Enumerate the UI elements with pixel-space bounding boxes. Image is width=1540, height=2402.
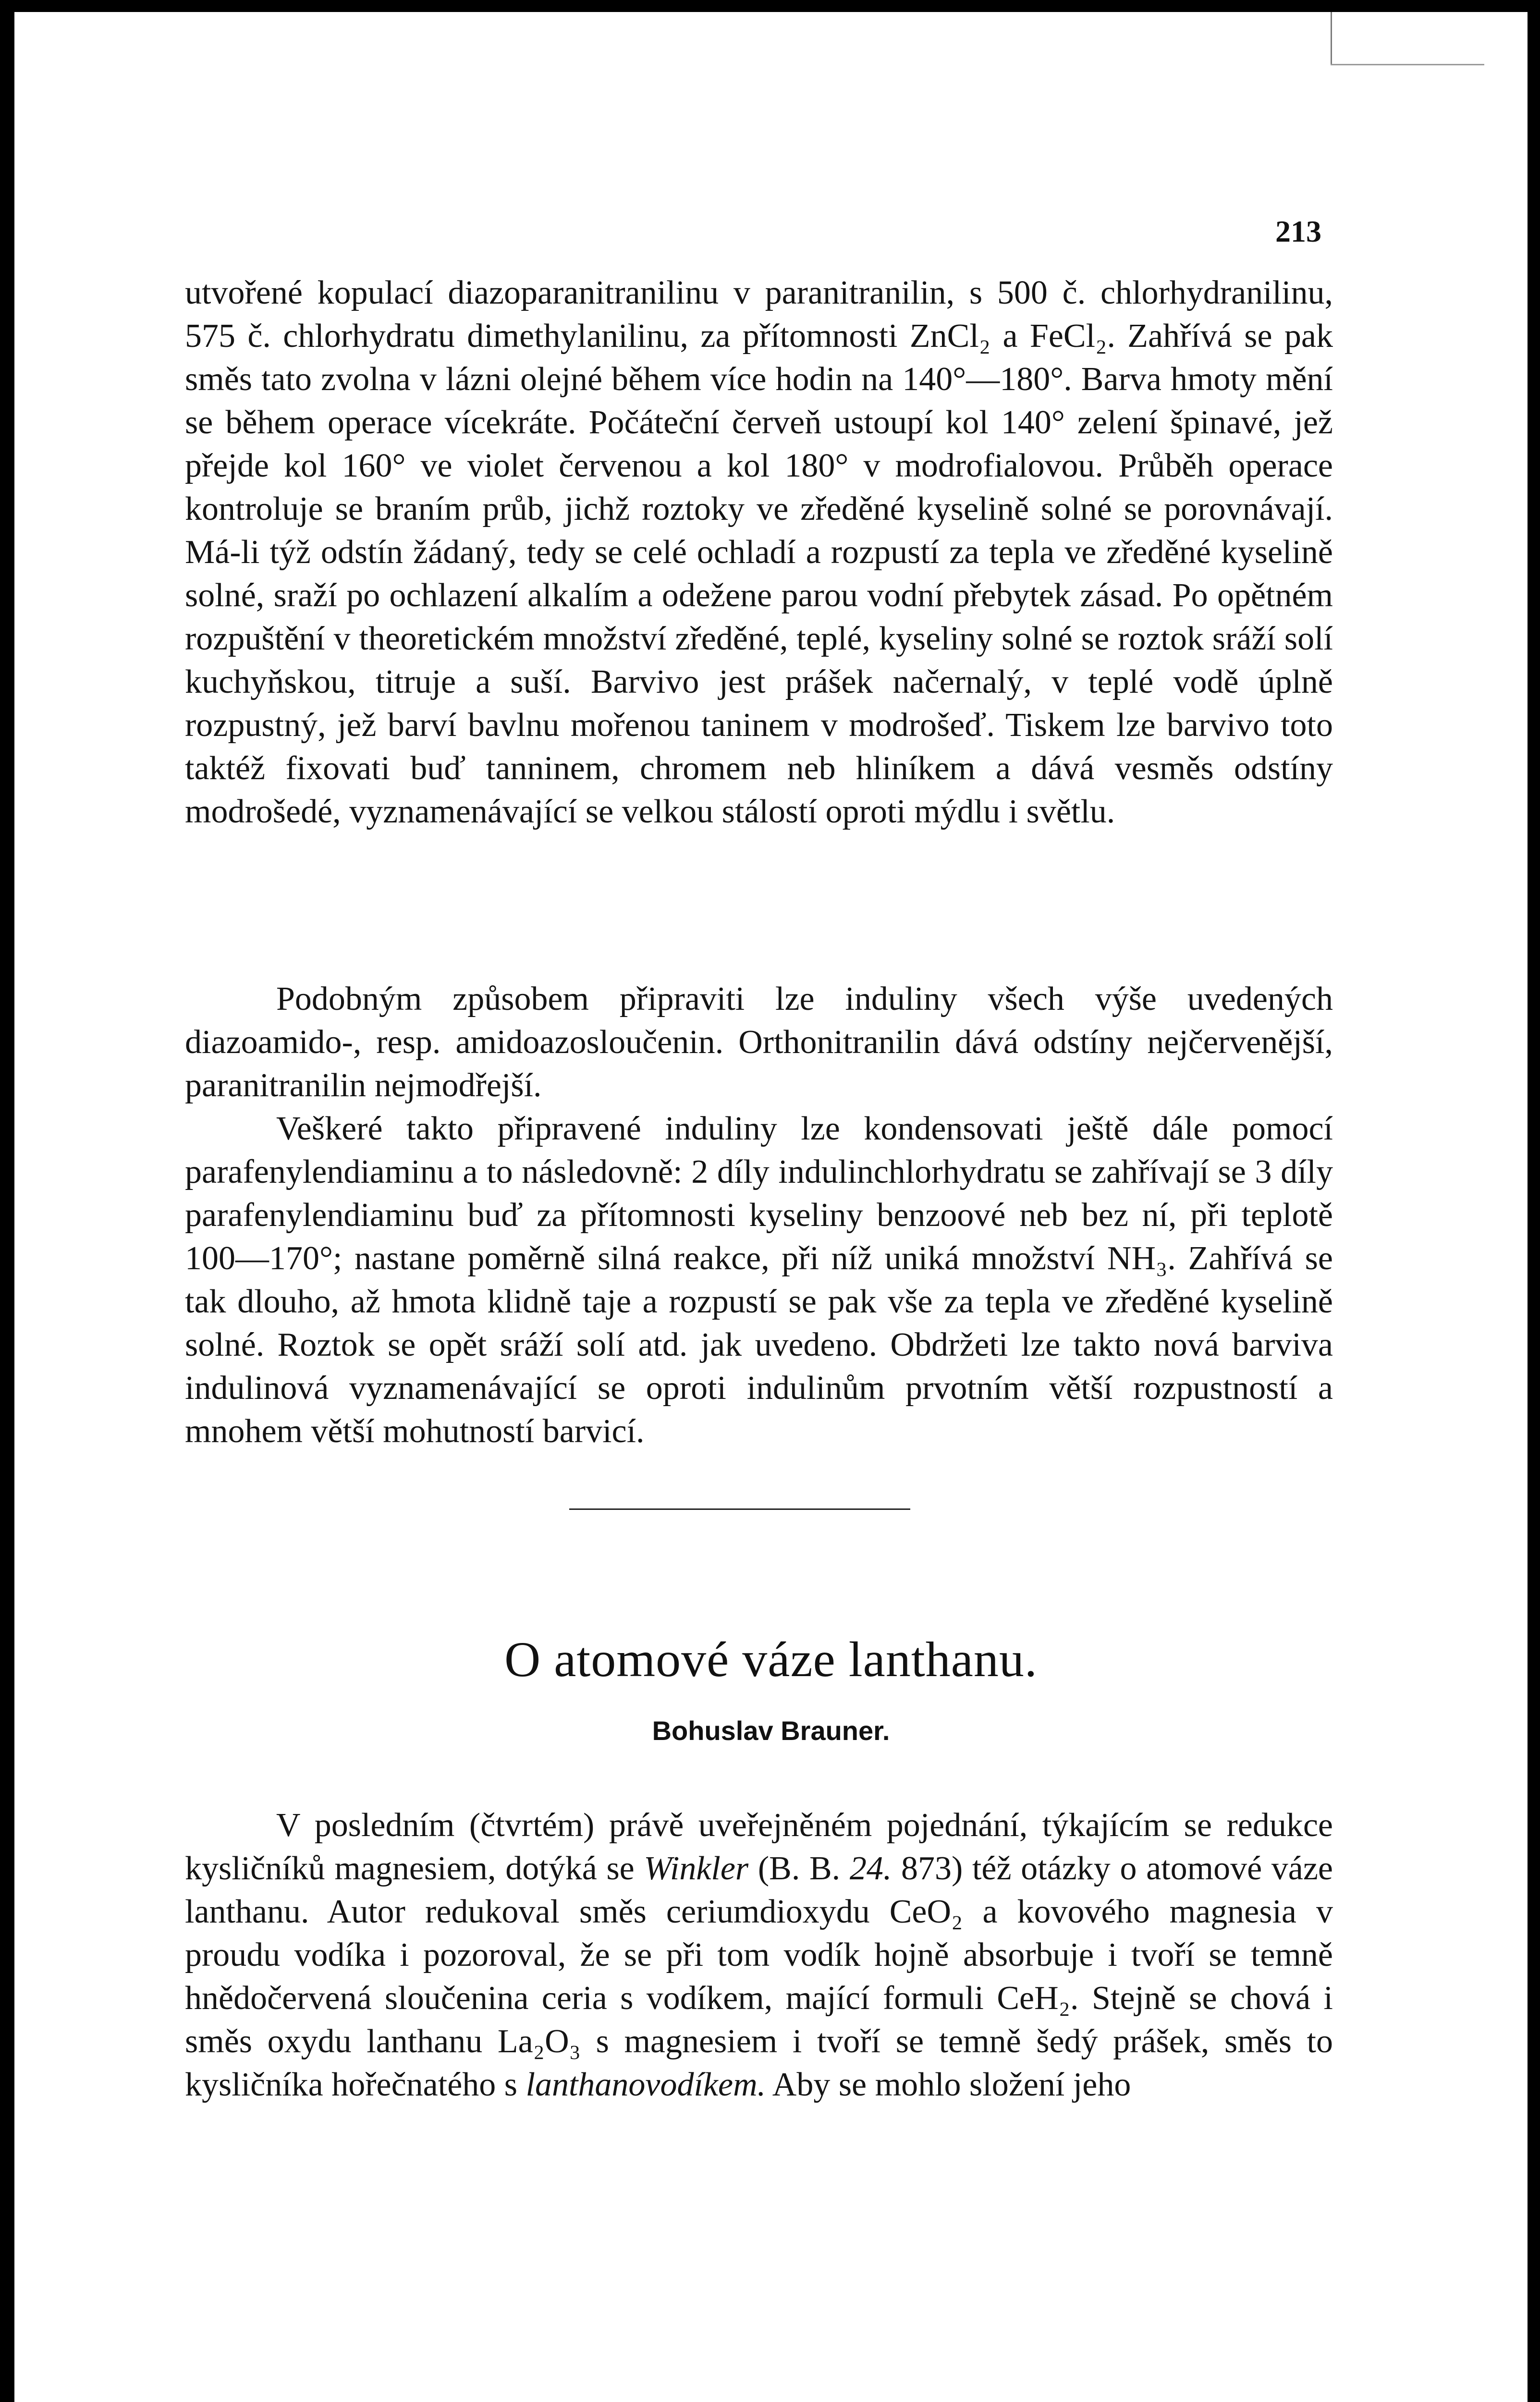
scan-margin-mark [1331, 12, 1332, 65]
paragraph-text [185, 1804, 1333, 2107]
page-number: 213 [1275, 214, 1321, 248]
scan-margin-mark [1331, 64, 1484, 65]
text-run: Aby se mohlo složení jeho [766, 2066, 1131, 2103]
citation-volume: 24. [849, 1850, 892, 1887]
paragraph-text: utvořené kopulací diazoparanitranilinu v paranitranilin, s 500 č. chlorhydranilinu, 575 č. chlorhydratu dimethylanilinu, za přítomnosti ZnCl₂ a FeCl₂. Zahřívá se pak směs tato zvolna v lázni olejné během více hodin na 140°—180°. Barva hmoty mění se během operace vícekráte. Počáteční červeň ustoupí kol 140° zelení špinavé, jež přejde kol 160° ve violet červenou a kol 180° v modrofialovou. Průběh operace kontroluje se braním průb, jichž roztoky ve zředěné kyselině solné se porovnávají. Má-li týž odstín žádaný, tedy se celé ochladí a rozpustí za tepla ve zředěné kyselině solné, sraží po ochlazení alkalím a odežene parou vodní přebytek zásad. Po opětném rozpuštění v theoretickém množství zředěné, teplé, kyseliny solné se roztok sráží solí kuchyňskou, titruje a suší. Barvivo jest prášek načernalý, v teplé vodě úplně rozpustný, jež barví bavlnu mořenou taninem v modrošeď. Tiskem lze barvivo toto taktéž fixovati buď tanninem, chromem neb hliníkem a dává vesměs odstíny modrošedé, vyznamenávající se velkou stálostí oproti mýdlu i světlu. [185, 274, 1333, 830]
paragraph-diazoamido [185, 978, 1333, 1107]
paragraph-condensation [185, 1107, 1333, 1453]
text-run: V posledním (čtvrtém) právě uveřejněném pojednání, týkajícím se redukce kysličníků magnesiem, dotýká se [185, 1807, 1333, 1887]
scanned-page [14, 12, 1528, 2402]
paragraph-indulin-preparation [185, 271, 1333, 833]
paragraph-text: Veškeré takto připravené induliny lze kondensovati ještě dále pomocí parafenylendiaminu a to následovně: 2 díly indulinchlorhydratu se zahřívají se 3 díly parafenylendiaminu buď za přítomnosti kyseliny benzoové neb bez ní, při teplotě 100—170°; nastane poměrně silná reakce, při níž uniká množství NH₃. Zahřívá se tak dlouho, až hmota klidně taje a rozpustí se pak vše za tepla ve zředěné kyselině solné. Roztok se opět sráží solí atd. jak uvedeno. Obdržeti lze takto nová barviva indulinová vyznamenávající se oproti indulinům prvotním větší rozpustností a mnohem větší mohutností barvicí. [185, 1110, 1333, 1450]
article-author: Bohuslav Brauner. [652, 1716, 890, 1746]
article-title: O atomové váze lanthanu. [504, 1632, 1038, 1687]
section-divider [569, 1508, 910, 1510]
paragraph-lanthanum [185, 1804, 1333, 2107]
text-run: (B. B. [748, 1850, 850, 1887]
text-run: 873) též otázky o atomové váze lanthanu. Autor redukoval směs ceriumdioxydu CeO₂ a kovového magnesia v proudu vodíka i pozoroval, že se při tom vodík hojně absorbuje i tvoří se temně hnědočervená sloučenina ceria s vodíkem, mající formuli CeH₂. Stejně se chová i směs oxydu lanthanu La₂O₃ s magnesiem i tvoří se temně šedý prášek, směs to kysličníka hořečnatého s [185, 1850, 1333, 2103]
italic-term: lanthanovodíkem. [526, 2066, 766, 2103]
cited-author: Winkler [644, 1850, 749, 1887]
paragraph-text: Podobným způsobem připraviti lze induliny všech výše uvedených diazoamido-, resp. amidoazosloučenin. Orthonitranilin dává odstíny nejčervenější, paranitranilin nejmodřejší. [185, 980, 1333, 1104]
